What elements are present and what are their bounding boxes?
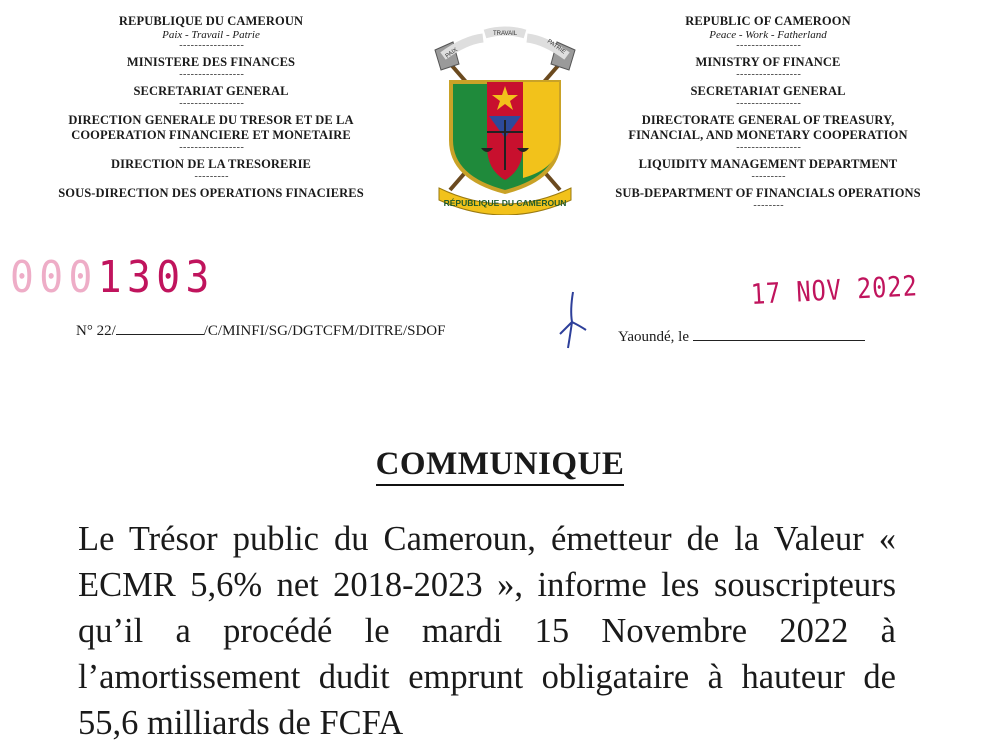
stamp-digits: 1303 <box>97 252 215 303</box>
header-right <box>572 14 964 211</box>
date-blank <box>693 328 865 341</box>
sub-direction-fr: SOUS-DIRECTION DES OPERATIONS FINACIERES <box>58 186 364 200</box>
signature <box>558 290 588 350</box>
directorate-en-line2: FINANCIAL, AND MONETARY COOPERATION <box>628 128 908 142</box>
divider: - - - - - - - - - - - - - - - - - <box>736 69 800 80</box>
reference-blank <box>116 322 204 335</box>
divider: - - - - - - - - - - - - - - - - - <box>736 98 800 109</box>
divider: - - - - - - - - - - - - - - - - - <box>736 142 800 153</box>
document-title <box>0 446 1000 483</box>
communique-body <box>78 516 896 746</box>
reference-prefix: N° 22/ <box>76 323 116 339</box>
reference-suffix: /C/MINFI/SG/DGTCFM/DITRE/SDOF <box>203 323 446 339</box>
banner-center-text: TRAVAIL <box>493 31 518 37</box>
stamp-faint-digits: 000 <box>10 252 98 303</box>
banner-right-text: PATRIE <box>545 38 567 56</box>
place-date-line <box>618 328 865 346</box>
motto-fr: Paix - Travail - Patrie <box>162 29 260 41</box>
country-fr: REPUBLIQUE DU CAMEROUN <box>118 14 304 28</box>
header-left <box>18 14 404 201</box>
divider: - - - - - - - - - - - - - - - - - <box>179 98 243 109</box>
divider: - - - - - - - - - - - - - - - - - <box>179 40 243 51</box>
divider: - - - - - - - - - - - - - - - - - <box>736 40 800 51</box>
sub-department-en: SUB-DEPARTMENT OF FINANCIALS OPERATIONS <box>615 186 921 200</box>
reference-line <box>76 322 445 340</box>
secretariat-en: SECRETARIAT GENERAL <box>690 84 846 98</box>
banner-left-text: PAIX <box>444 47 459 60</box>
body-paragraph: Le Trésor public du Cameroun, émetteur de la Valeur « ECMR 5,6% net 2018-2023 », informe les souscripteurs qu’il a procédé le mardi 15 Novembre 2022 à l’amortissement dudit emprunt obligataire à hauteur de 55,6 milliards de FCFA <box>78 520 896 742</box>
ribbon-text: RÉPUBLIQUE DU CAMEROUN <box>443 198 567 208</box>
divider: - - - - - - - - - <box>751 171 785 182</box>
department-en: LIQUIDITY MANAGEMENT DEPARTMENT <box>638 157 898 171</box>
registration-stamp <box>10 252 215 303</box>
ministry-en: MINISTRY OF FINANCE <box>695 55 841 69</box>
motto-en: Peace - Work - Fatherland <box>709 29 827 41</box>
place-label: Yaoundé, le <box>618 329 689 345</box>
directorate-fr-line1: DIRECTION GENERALE DU TRESOR ET DE LA <box>68 113 354 127</box>
direction-fr: DIRECTION DE LA TRESORERIE <box>111 157 311 171</box>
divider: - - - - - - - - - <box>194 171 228 182</box>
date-stamp: 17 NOV 2022 <box>750 269 919 311</box>
divider: - - - - - - - - <box>753 200 783 211</box>
country-en: REPUBLIC OF CAMEROON <box>685 14 851 28</box>
divider: - - - - - - - - - - - - - - - - - <box>179 142 243 153</box>
ministry-fr: MINISTERE DES FINANCES <box>126 55 296 69</box>
title-text: COMMUNIQUE <box>376 446 625 486</box>
coat-of-arms-emblem <box>425 20 585 215</box>
secretariat-fr: SECRETARIAT GENERAL <box>133 84 289 98</box>
directorate-en-line1: DIRECTORATE GENERAL OF TREASURY, <box>641 113 895 127</box>
divider: - - - - - - - - - - - - - - - - - <box>179 69 243 80</box>
directorate-fr-line2: COOPERATION FINANCIERE ET MONETAIRE <box>71 128 351 142</box>
